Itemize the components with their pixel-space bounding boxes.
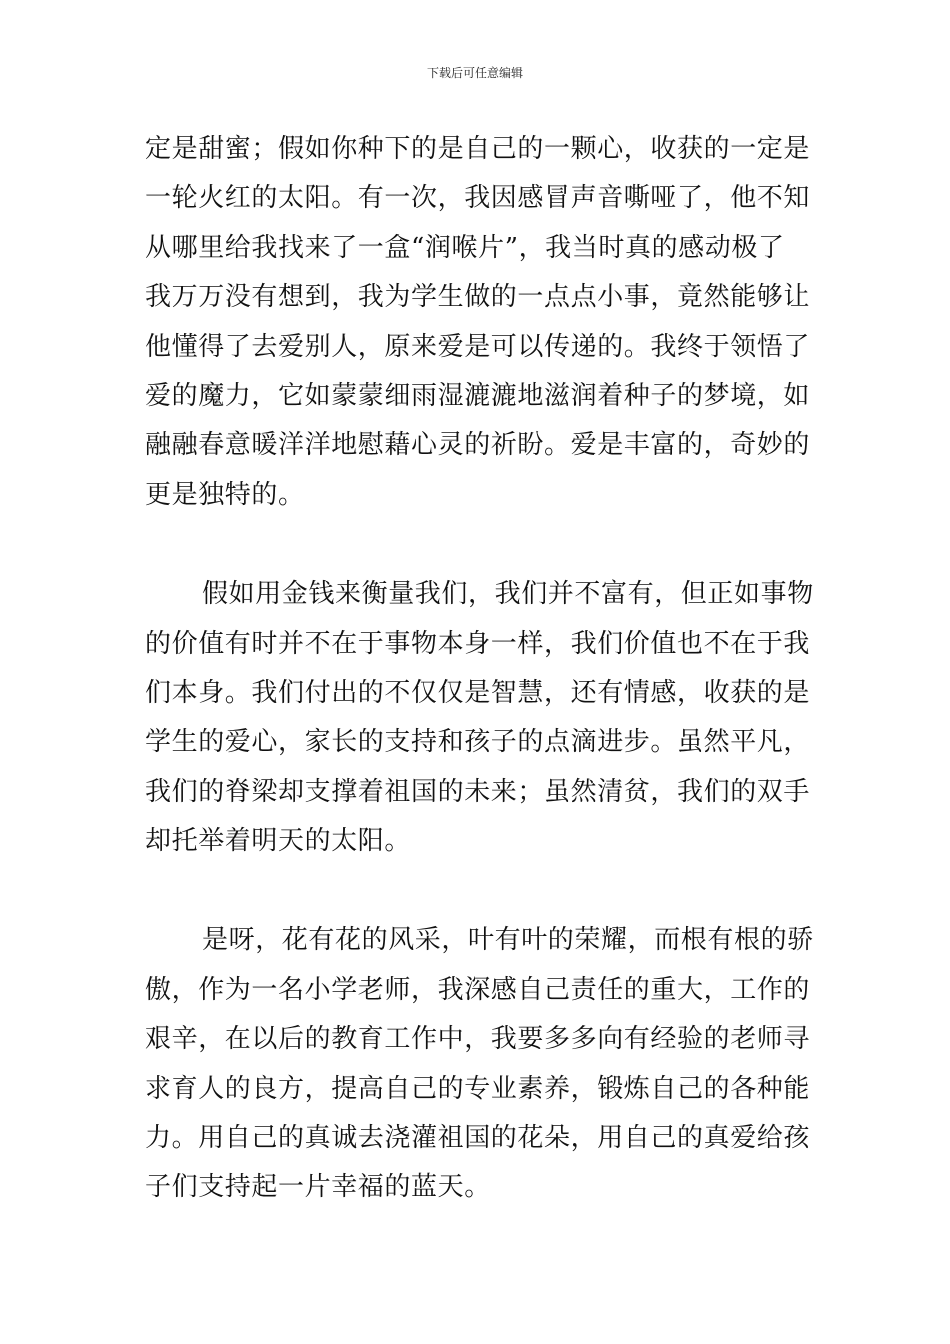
paragraph-3 [145,916,814,1212]
document-body [145,125,814,1213]
text-line: 力。用自己的真诚去浇灌祖国的花朵，用自己的真爱给孩 [145,1123,811,1154]
text-line: 的价值有时并不在于事物本身一样，我们价值也不在于我 [145,628,811,659]
text-line: 他懂得了去爱别人，原来爱是可以传递的。我终于领悟了 [145,331,811,362]
paragraph-spacer [145,520,810,570]
paragraph-1 [145,125,810,520]
text-line: 更是独特的。 [145,479,305,510]
text-line: 从哪里给我找来了一盒“润喉片”，我当时真的感动极了 [145,232,785,263]
text-line: 假如用金钱来衡量我们，我们并不富有，但正如事物 [202,579,814,610]
page-header: 下载后可任意编辑 [426,66,523,80]
paragraph-spacer [145,866,810,916]
text-line: 学生的爱心，家长的支持和孩子的点滴进步。虽然平凡， [145,727,811,758]
text-line: 傲，作为一名小学老师，我深感自己责任的重大，工作的 [145,974,811,1005]
text-line: 我们的脊梁却支撑着祖国的未来；虽然清贫，我们的双手 [145,776,811,807]
text-line: 子们支持起一片幸福的蓝天。 [145,1172,491,1203]
text-line: 们本身。我们付出的不仅仅是智慧，还有情感，收获的是 [145,677,811,708]
paragraph-2 [145,570,814,866]
text-line: 却托举着明天的太阳。 [145,826,412,857]
text-line: 爱的魔力，它如蒙蒙细雨湿漉漉地滋润着种子的梦境，如 [145,380,811,411]
text-line: 是呀，花有花的风采，叶有叶的荣耀，而根有根的骄 [202,925,814,956]
text-line: 定是甜蜜；假如你种下的是自己的一颗心，收获的一定是 [145,134,811,164]
text-line: 融融春意暖洋洋地慰藉心灵的祈盼。爱是丰富的，奇妙的 [145,430,811,461]
text-line: 一轮火红的太阳。有一次，我因感冒声音嘶哑了，他不知 [145,183,811,214]
text-line: 艰辛，在以后的教育工作中，我要多多向有经验的老师寻 [145,1024,811,1055]
text-line: 我万万没有想到，我为学生做的一点点小事，竟然能够让 [145,282,811,313]
text-line: 求育人的良方，提高自己的专业素养，锻炼自己的各种能 [145,1073,811,1104]
